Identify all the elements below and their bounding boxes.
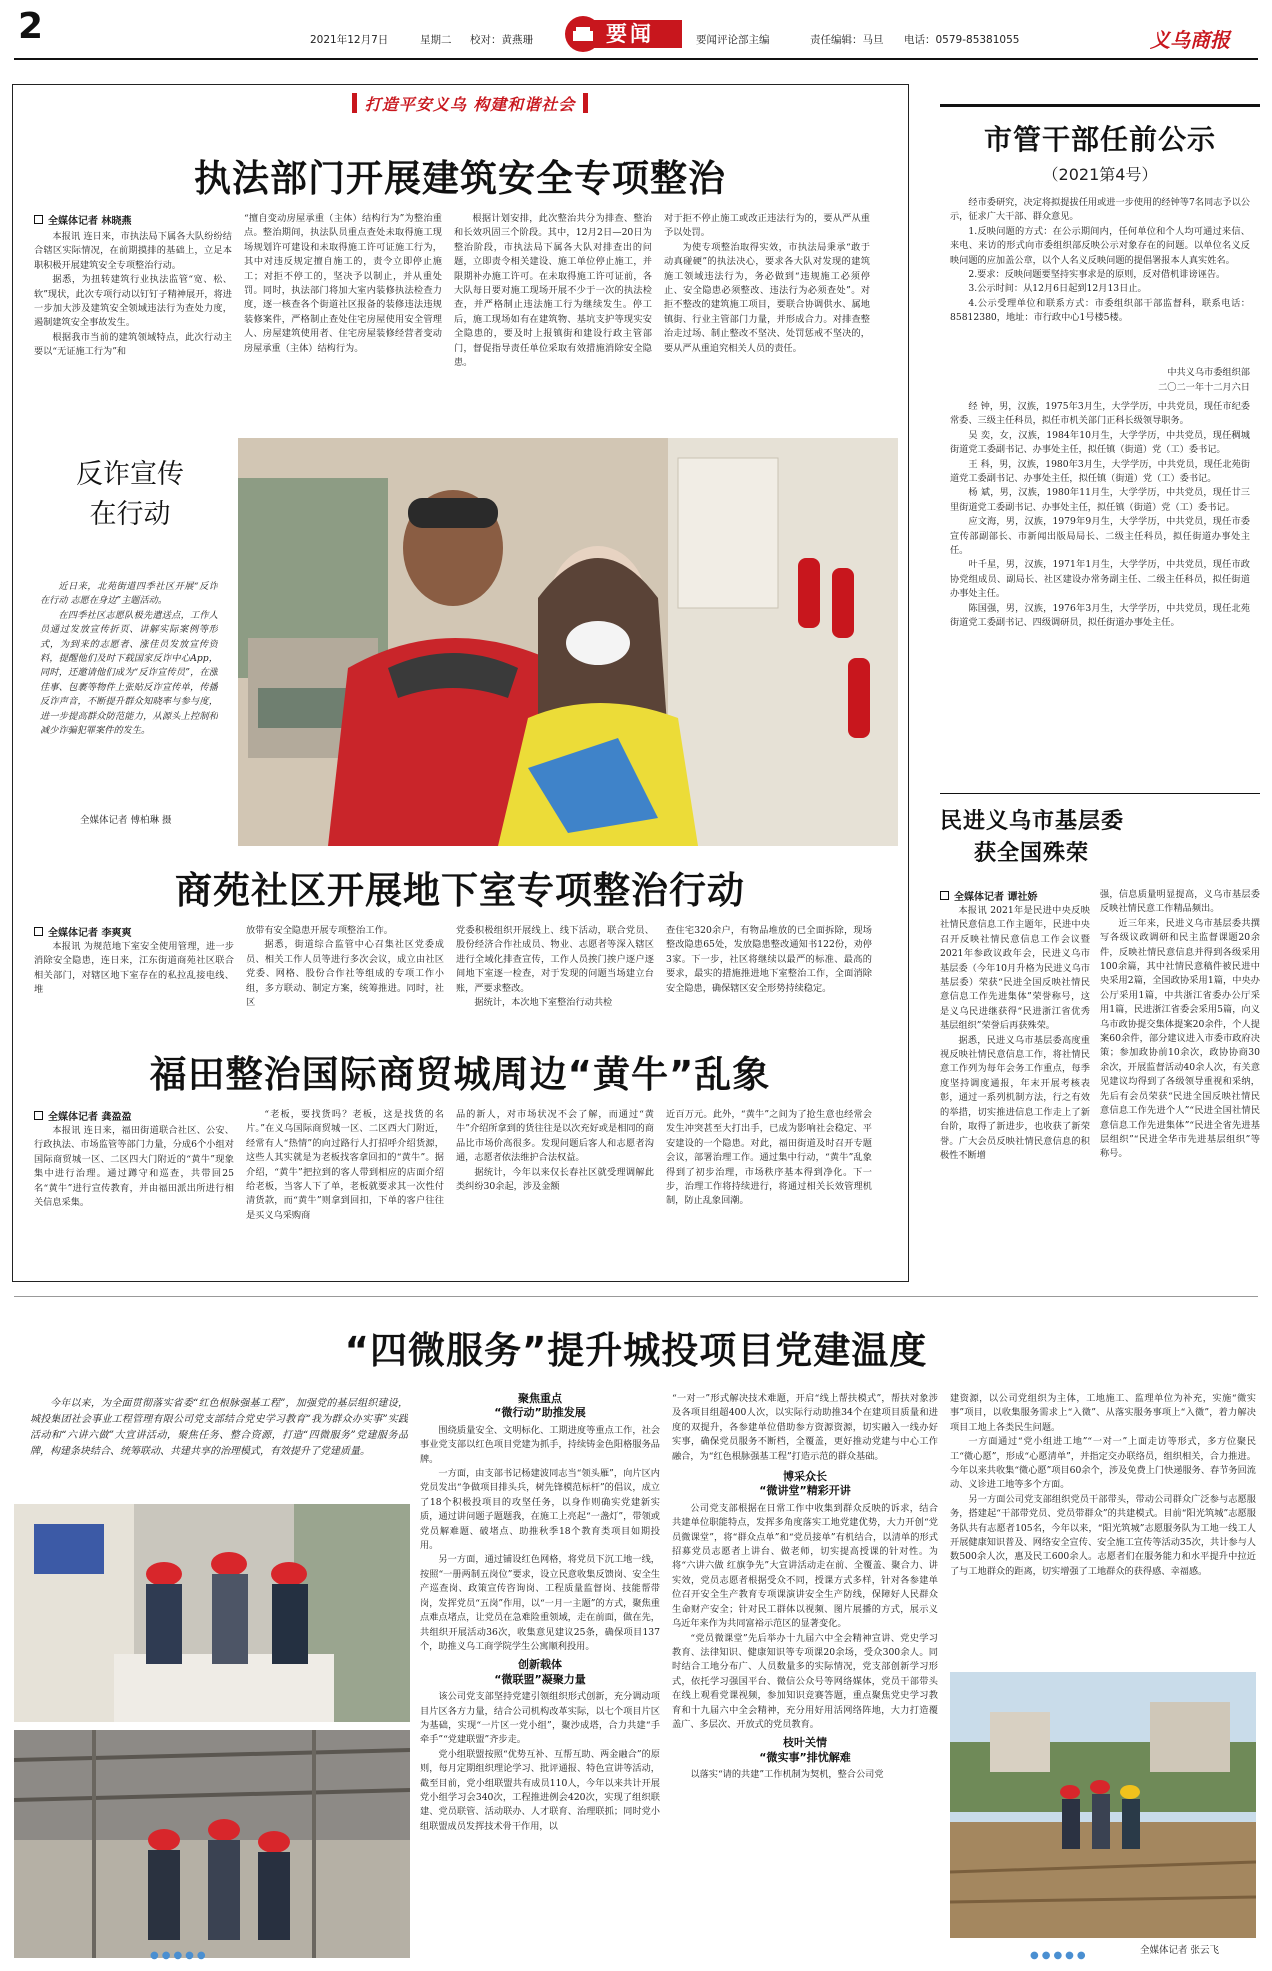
weifuwu-photo-credit: 全媒体记者 张云飞 bbox=[1140, 1945, 1220, 1956]
paragraph: 强，信息质量明显提高，义乌市基层委反映社情民意工作精品频出。 bbox=[1100, 889, 1260, 915]
footer-dots-left: ●●●●● bbox=[150, 1950, 209, 1961]
paragraph: “一对一”形式解决技术难题，开启“线上帮扶模式”，帮扶对象涉及各项目组超400人次，以实际行动助推34个在建项目质量和进度的双提升，各参建单位借助参方资源资源，切实融入一线办好实事，确保党员服务不断档，全覆盖，更好推动党建与中心工作融合，为“红色根脉强基工程”打造示范的群众基础。 bbox=[672, 1393, 938, 1462]
weifuwu-lead bbox=[30, 1396, 408, 1500]
person-entry: 杨 斌，男，汉族，1980年11月生，大学学历，中共党员，现任廿三里街道党工委副书记、办事处主任，拟任镇（街道）党（工）委书记。 bbox=[950, 487, 1250, 513]
paragraph: 围绕质量安全、文明标化、工期进度等重点工作，社会事业党支部以红色项目党建为抓手，持续铸金色阳格服务品牌。 bbox=[420, 1424, 660, 1465]
construction-byline-text: 全媒体记者 林晓燕 bbox=[48, 216, 132, 227]
paragraph: 党委积极组织开展线上、线下活动，联合党员、股份经济合作社成员、物业、志愿者等深入辖区进行全域化排查宣传，工作人员挨门挨户逐户逐间地下室逐一检查，对于发现的问题当场建立台账，严要求整改。 bbox=[456, 925, 654, 994]
basement-byline-text: 全媒体记者 李爽爽 bbox=[48, 928, 132, 939]
basement-col-3 bbox=[456, 924, 654, 1014]
paragraph: “老板，要找货吗？老板，这是找货的名片。”在义乌国际商贸城一区、二区西大门附近，经常有人“热情”的向过路行人打招呼介绍货源，这些人其实就是为老板找客拿回扣的“黄牛”。据介绍，“黄牛”把拉到的客人带到相应的店面介绍给老板，当客人下了单，老板就要求其一次性付清货款，而“黄牛”则拿到回扣，下单的客户往往是买义乌采购商 bbox=[246, 1109, 444, 1221]
notice-issuer: 中共义乌市委组织部 bbox=[1167, 367, 1250, 378]
minjin-col-1 bbox=[940, 904, 1090, 1276]
notice-subtitle: （2021第4号） bbox=[1042, 165, 1158, 184]
byline-box-icon bbox=[34, 1111, 43, 1120]
paragraph: 一方面通过“党小组进工地”“一对一”上面走访等形式，多方位聚民工“微心愿”，形成“心愿清单”，并指定交办联络员，组织相关，合力推进。今年以来共收集“微心愿”项目60余个，涉及免费上门快递服务、春节务回流动、义诊进工地等多个方面。 bbox=[950, 1436, 1256, 1491]
section-subheading: “微讲堂”精彩开讲 bbox=[759, 1484, 851, 1498]
person-entry: 陈国强，男，汉族，1976年3月生，大学学历，中共党员，现任北苑街道党工委副书记、四级调研员，拟任街道办事处主任。 bbox=[950, 602, 1250, 629]
minjin-title-line1: 民进义乌市基层委 bbox=[940, 809, 1125, 834]
futian-byline-text: 全媒体记者 龚盈盈 bbox=[48, 1112, 132, 1123]
futian-title: 福田整治国际商贸城周边“黄牛”乱象 bbox=[149, 1053, 771, 1096]
page-header bbox=[0, 0, 1272, 66]
construction-col-1 bbox=[34, 230, 232, 428]
paragraph: “党员微课堂”先后举办十九届六中全会精神宣讲、党史学习教育、法律知识、健康知识等专项课20余场，受众300余人。同时结合工地分布广、人员数量多的实际情况，党支部创新学习形式，依托学习强国平台、微信公众号等网络媒体，党员干部带头在线上观看党课视频，参加知识竞赛答题，重点聚焦党史学习教育和十九届六中全会精神，充分用好用活网络阵地，大力打造覆盖广、多层次、开放式的党员教育。 bbox=[672, 1632, 938, 1730]
anti-fraud-title-line1: 反诈宣传 bbox=[76, 459, 184, 490]
minjin-title bbox=[940, 806, 1260, 870]
section-subheading: “微行动”助推发展 bbox=[494, 1406, 586, 1420]
section-heading: 枝叶关情 bbox=[783, 1736, 827, 1750]
weifuwu-col-3 bbox=[672, 1392, 938, 1966]
paragraph: 据统计，本次地下室整治行动共检 bbox=[474, 997, 613, 1009]
paragraph: 今年以来，为全面贯彻落实省委“红色根脉强基工程”，加强党的基层组织建设，城投集团社会事业工程管理有限公司党支部结合党史学习教育“我为群众办实事”实践活动和“六讲六做”大宣讲活动，聚焦任务、整合资源，打造“四微服务”党建服务品牌，构建条块结合、统筹联动、共建共享的治理模式，有效提升了党建质量。 bbox=[30, 1398, 408, 1457]
weifuwu-photo-1-illustration bbox=[14, 1504, 410, 1722]
paragraph: 放带有安全隐患开展专项整治工作。 bbox=[246, 925, 393, 936]
construction-col-4 bbox=[664, 212, 870, 428]
paragraph: “擅自变动房屋承重（主体）结构行为”为整治重点。整治期间，执法队员重点查处未取得施工现场规划许可建设和未取得施工许可证施工行为，其中对违反规定擅自施工的，责令立即停止施工；对拒不停工的，坚决予以制止，并从重处罚。同时，执法部门将加大室内装修执法检查力度，逐一核查各个街道社区报备的装修违法违规装修案件，严格制止查处住宅房屋使用安全管理人、房屋建筑使用者、住宅房屋装修经营者变动房屋承重（主体）结构行为。 bbox=[244, 213, 442, 354]
banner-right-bar bbox=[583, 93, 588, 113]
paragraph: 根据计划安排，此次整治共分为排查、整治和长效巩固三个阶段。其中，12月2日—20日为整治阶段，市执法局下属各大队对排查出的问题，立即责令相关建设、施工单位停止施工，并限期补办施工许可。在未取得施工许可证前，各大队每日要对施工现场开展不少于一次的执法检查，并严格制止违法施工行为继续发生。停工后，施工现场如有在建筑物、基坑支护等现实安全隐患的，要及时上报镇街和建设行政主管部门，督促指导责任单位采取有效措施消除安全隐患。 bbox=[454, 213, 652, 369]
header-phone: 电话：0579-85381055 bbox=[904, 34, 1020, 46]
weifuwu-photo-3-illustration bbox=[950, 1672, 1256, 1938]
weifuwu-photo-1 bbox=[14, 1504, 410, 1722]
anti-fraud-title bbox=[40, 455, 220, 535]
section-name: 要闻 bbox=[606, 22, 654, 46]
notice-issue-date: 二〇二一年十二月六日 bbox=[1158, 382, 1250, 393]
paragraph: 品的新人，对市场状况不会了解，而通过“黄牛”介绍所拿到的货往往是以次充好或是相同的商品比市场价高很多。发现问题后客人和志愿者沟通，志愿者依法维护合法权益。 bbox=[456, 1109, 654, 1164]
paragraph: 据悉，街道综合监管中心召集社区党委成员、相关工作人员等进行多次会议，成立由社区党委、网格、股份合作社等组成的专项工作小组，多方联动、制定方案，统筹推进。同时，社区 bbox=[246, 939, 444, 1009]
paragraph: 本报讯 2021年是民进中央反映社情民意信息工作主题年，民进中央召开反映社情民意信息工作会议暨2021年参政议政年会，民进义乌市基层委（今年10月升格为民进义乌市基层委）荣获“民进全国反映社情民意信息工作先进集体”荣誉称号，这是义乌民进继获得“民进浙江省优秀基层组织”荣誉后再获殊荣。 bbox=[940, 905, 1090, 1032]
notice-item: 3.公示时间：从12月6日起到12月13日止。 bbox=[968, 283, 1147, 295]
footer-dots-right: ●●●●● bbox=[1030, 1950, 1089, 1961]
header-editor: 责任编辑：马旦 bbox=[810, 34, 884, 46]
person-entry: 王 科，男，汉族，1980年3月生，大学学历，中共党员，现任北苑街道党工委副书记、办事处主任，拟任镇（街道）党（工）委书记。 bbox=[950, 458, 1250, 485]
notice-intro: 经市委研究，决定将拟提拔任用或进一步使用的经钟等7名同志予以公示，征求广大干部、群众意见。 bbox=[950, 197, 1250, 223]
construction-col-3 bbox=[454, 212, 652, 428]
page-number: 2 bbox=[18, 6, 44, 47]
basement-col-4 bbox=[666, 924, 872, 1014]
paragraph: 查住宅320余户，有物品堆放的已全面拆除，现场整改隐患65处，发放隐患整改通知书122份，劝停3家。下一步，社区将继续以最严的标准、最高的要求，最实的措施推进地下室整治工作，全面消除安全隐患，确保辖区安全形势持续稳定。 bbox=[666, 925, 872, 994]
section-subheading: “微实事”排忧解难 bbox=[759, 1750, 851, 1764]
basement-byline bbox=[34, 924, 131, 939]
construction-col-2 bbox=[244, 212, 442, 428]
header-editor-in-chief: 要闻评论部主编 bbox=[696, 34, 770, 46]
paper-name: 义乌商报 bbox=[1150, 28, 1230, 52]
section-heading: 聚焦重点 bbox=[518, 1392, 562, 1405]
paragraph: 近百万元。此外，“黄牛”之间为了抢生意也经常会发生冲突甚至大打出手，已成为影响社会稳定、平安建设的一个隐患。对此，福田街道及时召开专题会议，部署治理工作。通过集中行动，“黄牛”乱象得到了初步治理，市场秩序基本得到净化。下一步，治理工作将持续进行，将通过相关长效管理机制，防止乱象回潮。 bbox=[666, 1109, 872, 1207]
person-entry: 叶千星，男，汉族，1971年1月生，大学学历，中共党员，现任市政协党组成员、副局长、社区建设办常务副主任、二级主任科员，拟任街道办事处主任。 bbox=[950, 559, 1250, 600]
byline-box-icon bbox=[34, 215, 43, 224]
paragraph: 公司党支部根据在日常工作中收集到群众反映的诉求，结合共建单位职能特点，发挥多角度落实工地党建优势，大力开创“党员微课堂”，将“群众点单”和“党员接单”有机结合，以清单的形式招募党员志愿者上讲台、做老师，切实提高授课的针对性。为将“六讲六做 红旗争先”大宣讲活动走在前、全覆盖、聚合力、讲实效，党员志愿者根据受众不同，授课方式多样，针对各参建单位召开安全生产教育专项课演讲安全生产防线，保障好人民群众生命财产安全；针对民工群体以视频、图片展播的方式，展示义乌近年来作为共同富裕示范区的显著变化。 bbox=[672, 1502, 938, 1630]
byline-box-icon bbox=[940, 891, 949, 900]
anti-fraud-caption bbox=[40, 580, 218, 810]
paragraph: 另一方面，通过铺设红色网格，将党员下沉工地一线，按照“一册两制五岗位”要求，设立民意收集反馈岗、安全生产巡查岗、政策宣传咨询岗、工程质量监督岗、技能帮带岗，发挥党员“五岗”作用，以“一月一主题”的方式，聚焦重点难点堵点，让党员在急难险重领域，走在前面，做在先，共组织开展活动36次，收集意见建议25条，确保项目137个，助推义乌工商学院学生公寓顺利投用。 bbox=[420, 1554, 660, 1652]
paragraph: 据悉，民进义乌市基层委高度重视反映社情民意信息工作，将社情民意工作列为每年会务工作重点，每季度坚持调度通报，年末开展考核表彰，通过一系列机制方法，行之有效的举措，切实推进信息工作走上了新台阶，取得了新进步，也收获了新荣誉。广大会员反映社情民意信息的积极性不断增 bbox=[940, 1034, 1090, 1161]
construction-byline bbox=[34, 212, 131, 227]
paragraph: 本报讯 为规范地下室安全使用管理，进一步消除安全隐患，连日来，江东街道商苑社区联合相关部门，对辖区地下室存在的私拉乱接电线、堆 bbox=[34, 941, 234, 996]
paragraph: 本报讯 连日来，市执法局下属各大队纷纷结合辖区实际情况，在前期摸排的基础上，立足本职积极开展建筑安全专项整治行动。 bbox=[34, 231, 232, 271]
banner-left-bar bbox=[352, 93, 357, 113]
banner-text: 打造平安义乌 构建和谐社会 bbox=[364, 94, 576, 114]
person-entry: 吴 奕，女，汉族，1984年10月生，大学学历，中共党员，现任稠城街道党工委副书记、办事处主任，拟任镇（街道）党（工）委书记。 bbox=[950, 429, 1250, 456]
anti-fraud-title-line2: 在行动 bbox=[89, 499, 171, 530]
weifuwu-top-rule bbox=[14, 1296, 1258, 1297]
section-heading: 创新载体 bbox=[518, 1658, 562, 1672]
minjin-title-line2: 获全国殊荣 bbox=[974, 841, 1090, 866]
notice-item: 2.要求：反映问题要坚持实事求是的原则，反对借机诽谤诬告。 bbox=[968, 269, 1226, 281]
notice-item: 1.反映问题的方式：在公示期间内，任何单位和个人均可通过来信、来电、来访的形式向市委组织部反映公示对象存在的问题。以单位名义反映问题的应加盖公章，以个人名义反映问题的提倡署报本人真实姓名。 bbox=[950, 225, 1250, 266]
header-weekday: 星期二 bbox=[420, 34, 452, 46]
header-proofreader: 校对：黄燕珊 bbox=[470, 34, 533, 46]
paragraph: 近三年来，民进义乌市基层委共撰写各级议政调研和民主监督课题20余件，反映社情民意信息并得到各级采用100余篇，其中社情民意稿件被民进中央采用2篇，全国政协采用1篇，中央办公厅采用1篇，中共浙江省委办公厅采用1篇，民进浙江省委会采用5篇，向义乌市政协提交集体提案20余件，个人提案60余件，部分建议进入市委市政府决策；参加政协前10余次，政协协商30余次，开展监督活动40余人次，有关意见建议均得到了各级领导重视和采纳，先后有会员荣获“民进全国反映社情民意信息工作先进个人”“民进全国社情民意信息工作先进集体”“民进全省先进基层组织”“民进全华市先进基层组织”等称号。 bbox=[1100, 917, 1260, 1160]
topic-banner bbox=[300, 90, 640, 116]
paragraph: 该公司党支部坚持党建引领组织形式创新，充分调动项目片区各方力量，结合公司机构改革实际，以七个项目片区为基础，实现“一片区一党小组”，聚沙成塔，合力共建“手牵手”“党建联盟”齐步走。 bbox=[420, 1691, 660, 1746]
basement-title: 商苑社区开展地下室专项整治行动 bbox=[175, 869, 745, 912]
futian-col-2 bbox=[246, 1108, 444, 1274]
weifuwu-photo-3 bbox=[950, 1672, 1256, 1938]
futian-col-1 bbox=[34, 1124, 234, 1274]
anti-fraud-photo bbox=[238, 438, 898, 846]
weifuwu-col-4 bbox=[950, 1392, 1256, 1662]
byline-box-icon bbox=[34, 927, 43, 936]
notice-persons bbox=[950, 400, 1250, 786]
notice-title: 市管干部任前公示 bbox=[983, 123, 1216, 156]
weifuwu-photo-2-illustration bbox=[14, 1730, 410, 1958]
anti-fraud-photographer: 全媒体记者 傅柏琳 摄 bbox=[80, 815, 172, 826]
header-rule bbox=[14, 58, 1258, 60]
weifuwu-title: “四微服务”提升城投项目党建温度 bbox=[344, 1329, 928, 1372]
weifuwu-col-2 bbox=[420, 1392, 660, 1966]
minjin-byline bbox=[940, 888, 1037, 903]
futian-byline bbox=[34, 1108, 131, 1123]
paragraph: 据悉，为扭转建筑行业执法监管“宽、松、软”现状，此次专项行动以钉钉子精神展开，将进一步加大涉及建筑安全领域违法行为查处力度，遏制建筑安全事故发生。 bbox=[34, 274, 232, 329]
section-heading: 博采众长 bbox=[783, 1470, 827, 1484]
minjin-col-2 bbox=[1100, 888, 1260, 1276]
paragraph: 另一方面公司党支部组织党员干部带头，带动公司群众广泛参与志愿服务，搭建起“干部带党员、党员带群众”的共建模式。目前“阳光筑城”志愿服务队共有志愿者105名，今年以来，“阳光筑城”志愿服务队为工地一线工人开展健康知识普及、网络安全宣传、安全施工宣传等活动35次，共计参与人数500余人次，惠及民工600余人。志愿者们在服务能力和水平提升中拉近了与工地群众的距离，切实增强了工地群众的获得感、幸福感。 bbox=[950, 1493, 1256, 1577]
paragraph: 党小组联盟按照“优势互补、互帮互助、两金融合”的原则，每月定期组织理论学习、批评通报、特色宣讲等活动，截至目前，党小组联盟共有成员110人，今年以来共计开展党小组学习会340次，工程推进例会420次，实现了组织联建、党员联管、活动联办、人才联育、治理联抓；同时党小组联盟成员发挥技术骨干作用，以 bbox=[420, 1748, 660, 1832]
anti-fraud-photo-illustration bbox=[238, 438, 898, 846]
paragraph: 对于拒不停止施工或改正违法行为的，要从严从重予以处罚。 bbox=[664, 213, 870, 239]
notice-item: 4.公示受理单位和联系方式：市委组织部干部监督科，联系电话：85812380，地址：市行政中心1号楼5楼。 bbox=[950, 297, 1250, 324]
person-entry: 应文海，男，汉族，1979年9月生，大学学历，中共党员，现任市委宣传部副部长、市新闻出版局局长、二级主任科员，拟任街道办事处主任。 bbox=[950, 516, 1250, 557]
paragraph: 本报讯 连日来，福田街道联合社区、公安、行政执法、市场监管等部门力量，分成6个小组对国际商贸城一区、二区四大门附近的“黄牛”现象集中进行治理。通过蹲守和巡查，共带回25名“黄牛”进行宣传教育，并由福田派出所进行相关信息采集。 bbox=[34, 1125, 234, 1209]
paragraph: 为使专项整治取得实效，市执法局秉承“敢于动真碰硬”的执法决心，要求各大队对发现的建筑施工领域违法行为，务必做到“违规施工必须停止、安全隐患必须整改、违法行为必须查处”。对拒不整改的建筑施工项目，要联合协调供水、属地镇街、行业主管部门力量，并形成合力。对排查整治走过场、制止整改不坚决、处罚惩戒不坚决的，要从严从重追究相关人员的责任。 bbox=[664, 241, 870, 354]
paragraph: 近日来，北苑街道四季社区开展“反诈在行动 志愿在身边”主题活动。 bbox=[40, 581, 218, 607]
futian-col-4 bbox=[666, 1108, 872, 1274]
minjin-byline-text: 全媒体记者 谭社娇 bbox=[954, 892, 1038, 903]
paragraph: 根据我市当前的建筑领域特点，此次行动主要以“无证施工行为”和 bbox=[34, 331, 232, 358]
paragraph: 一方面，由支部书记杨建波同志当“领头雁”，向片区内党员发出“争做项目排头兵，树先锋模范标杆”的倡议，成立了18个积极投项目的攻坚任务，以身作则确实党建新实质，通过讲问题子题题我，在施工上亮起“一盏灯”，带领或党员解难题、破堵点、助推秋季18个教育类项目如期投用。 bbox=[420, 1468, 660, 1552]
basement-col-1 bbox=[34, 940, 234, 1014]
paragraph: 据统计，今年以来仅长春社区就受理调解此类纠纷30余起，涉及金额 bbox=[456, 1166, 654, 1193]
section-subheading: “微联盟”凝聚力量 bbox=[494, 1672, 586, 1686]
paragraph: 建资源，以公司党组织为主体，工地施工、监理单位为补充，实施“微实事”项目，以收集服务需求上“入微”、从落实服务事项上“入微”，着力解决项目工地上各类民生问题。 bbox=[950, 1393, 1256, 1433]
section-badge bbox=[564, 14, 684, 54]
weifuwu-photo-2 bbox=[14, 1730, 410, 1958]
paragraph: 在四季社区志愿队极先遣送点，工作人员通过发放宣传折页、讲解实际案例等形式，为到来的志愿者、涨佳员发放宣传资料，提醒他们及时下载国家反诈中心App，同时，还邀请他们成为“反诈宣传员”，在涨佳事、包裹等物件上张贴反诈宣传单，传播反诈声音，不断提升群众知晓率与参与度，进一步提高群众防范能力，从源头上控制和减少诈骗犯罪案件的发生。 bbox=[40, 609, 218, 737]
basement-col-2 bbox=[246, 924, 444, 1014]
paragraph: 以落实“请的共建”工作机制为契机，整合公司党 bbox=[690, 1769, 884, 1781]
person-entry: 经 钟，男，汉族，1975年3月生，大学学历，中共党员，现任市纪委常委、三级主任科员，拟任市机关部门正科长级领导职务。 bbox=[950, 401, 1250, 427]
construction-title: 执法部门开展建筑安全专项整治 bbox=[194, 157, 726, 200]
header-date: 2021年12月7日 bbox=[310, 34, 389, 46]
notice-body bbox=[950, 196, 1250, 361]
futian-col-3 bbox=[456, 1108, 654, 1274]
